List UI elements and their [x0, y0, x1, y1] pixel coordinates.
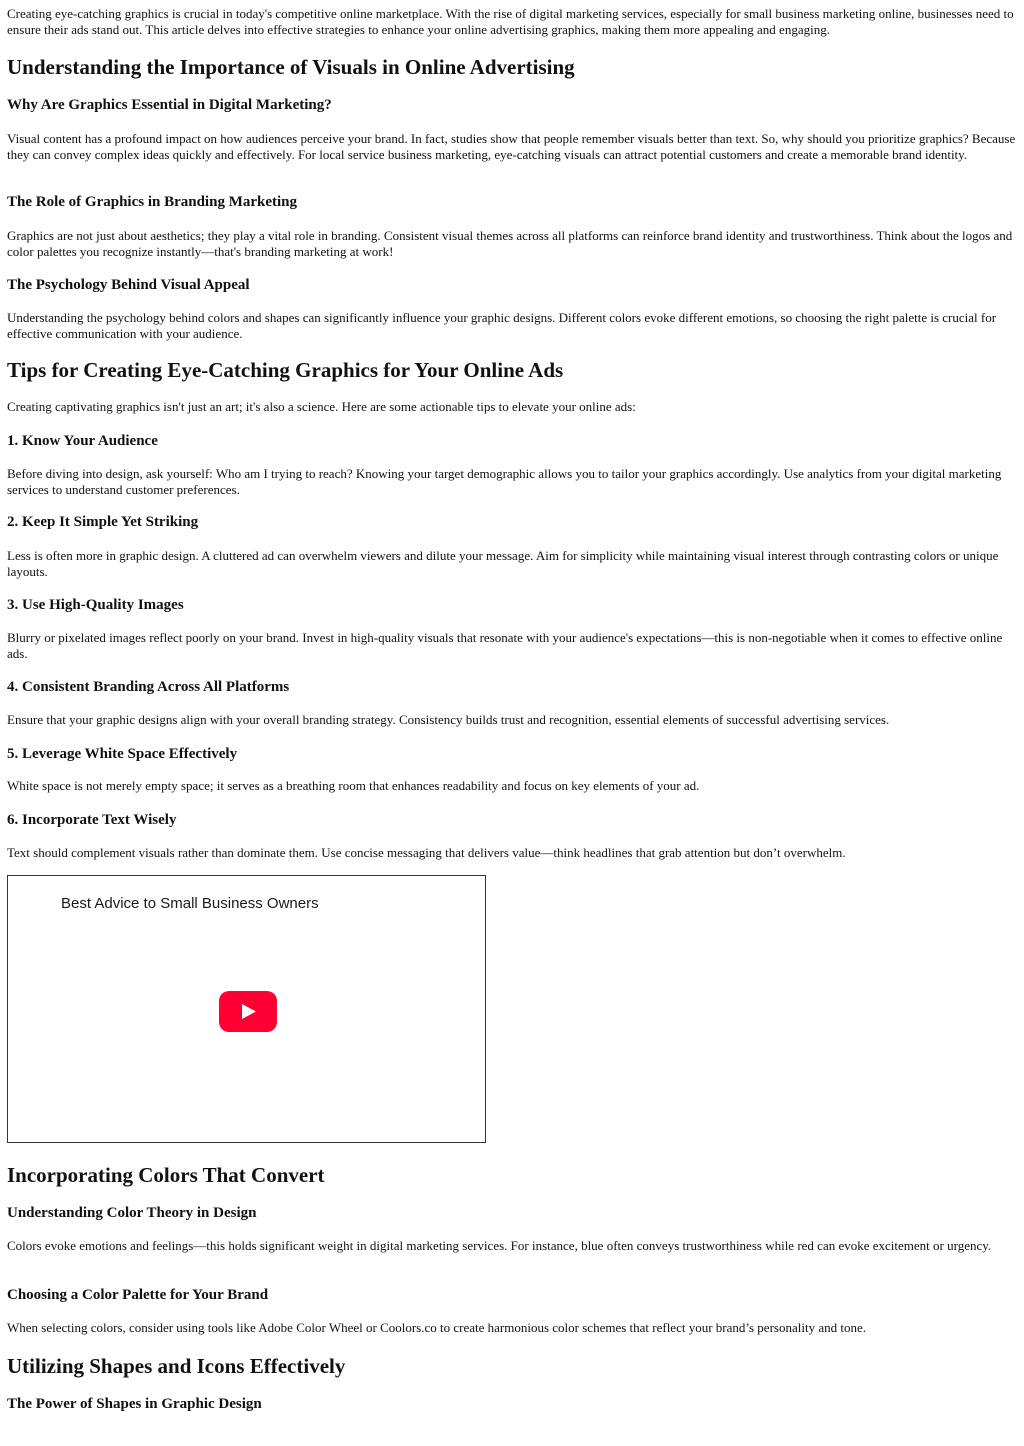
subheading-color-theory: Understanding Color Theory in Design	[7, 1205, 257, 1221]
section-heading-colors: Incorporating Colors That Convert	[7, 1163, 325, 1187]
paragraph-tips-intro: Creating captivating graphics isn't just an art; it's also a science. Here are some actionable tips to elevate your online ads:	[7, 399, 636, 414]
subheading-tip-3: 3. Use High-Quality Images	[7, 597, 184, 613]
play-icon	[219, 991, 277, 1032]
subheading-tip-2: 2. Keep It Simple Yet Striking	[7, 514, 199, 530]
subheading-role-of-graphics: The Role of Graphics in Branding Marketing	[7, 194, 298, 210]
paragraph-color-theory: Colors evoke emotions and feelings—this holds significant weight in digital marketing services. For instance, blue often conveys trustworthiness while red can evoke excitement or urgency.	[7, 1238, 992, 1253]
section-heading-visuals: Understanding the Importance of Visuals in Online Advertising	[7, 55, 575, 79]
video-embed[interactable]	[7, 875, 486, 1143]
subheading-tip-5: 5. Leverage White Space Effectively	[7, 746, 238, 762]
subheading-tip-4: 4. Consistent Branding Across All Platforms	[7, 679, 290, 695]
paragraph-tip-6: Text should complement visuals rather than dominate them. Use concise messaging that delivers value—think headlines that grab attention but don’t overwhelm.	[7, 845, 846, 860]
paragraph-tip-2: Less is often more in graphic design. A cluttered ad can overwhelm viewers and dilute your message. Aim for simplicity while maintaining visual interest through contrasting colors or unique layouts.	[7, 548, 999, 579]
subheading-power-of-shapes: The Power of Shapes in Graphic Design	[7, 1396, 262, 1412]
paragraph-tip-5: White space is not merely empty space; it serves as a breathing room that enhances readability and focus on key elements of your ad.	[7, 778, 700, 793]
subheading-psychology: The Psychology Behind Visual Appeal	[7, 277, 250, 293]
paragraph-why-graphics: Visual content has a profound impact on how audiences perceive your brand. In fact, studies show that people remember visuals better than text. So, why should you prioritize graphics? Because they can convey complex ideas quickly and effectively. For local service business marketing, eye-catching visuals can attract potential customers and create a memorable brand identity.	[7, 131, 1016, 162]
subheading-tip-6: 6. Incorporate Text Wisely	[7, 812, 177, 828]
section-heading-tips: Tips for Creating Eye-Catching Graphics for Your Online Ads	[7, 358, 564, 382]
section-heading-shapes: Utilizing Shapes and Icons Effectively	[7, 1354, 346, 1378]
subheading-why-graphics: Why Are Graphics Essential in Digital Marketing?	[7, 97, 332, 113]
paragraph-psychology: Understanding the psychology behind colors and shapes can significantly influence your graphic designs. Different colors evoke different emotions, so choosing the right palette is crucial for effective communication with your audience.	[7, 310, 997, 341]
paragraph-tip-3: Blurry or pixelated images reflect poorly on your brand. Invest in high-quality visuals that resonate with your audience's expectations—this is non-negotiable when it comes to effective online ads.	[7, 630, 1003, 661]
youtube-play-button[interactable]	[219, 991, 277, 1032]
paragraph-color-palette: When selecting colors, consider using tools like Adobe Color Wheel or Coolors.co to create harmonious color schemes that reflect your brand’s personality and tone.	[7, 1320, 866, 1335]
paragraph-role-of-graphics: Graphics are not just about aesthetics; they play a vital role in branding. Consistent visual themes across all platforms can reinforce brand identity and trustworthiness. Think about the logos and color palettes you recognize instantly—that's branding marketing at work!	[7, 228, 1013, 259]
paragraph-tip-4: Ensure that your graphic designs align with your overall branding strategy. Consistency builds trust and recognition, essential elements of successful advertising services.	[7, 712, 890, 727]
subheading-tip-1: 1. Know Your Audience	[7, 433, 158, 449]
video-title[interactable]: Best Advice to Small Business Owners	[61, 895, 319, 912]
subheading-color-palette: Choosing a Color Palette for Your Brand	[7, 1287, 269, 1303]
intro-paragraph: Creating eye-catching graphics is crucial in today's competitive online marketplace. With the rise of digital marketing services, especially for small business marketing online, businesses need to ensure their ads stand out. This article delves into effective strategies to enhance your online advertising graphics, making them more appealing and engaging.	[7, 6, 1014, 37]
paragraph-tip-1: Before diving into design, ask yourself: Who am I trying to reach? Knowing your target demographic allows you to tailor your graphics accordingly. Use analytics from your digital marketing services to understand customer preferences.	[7, 466, 1002, 497]
